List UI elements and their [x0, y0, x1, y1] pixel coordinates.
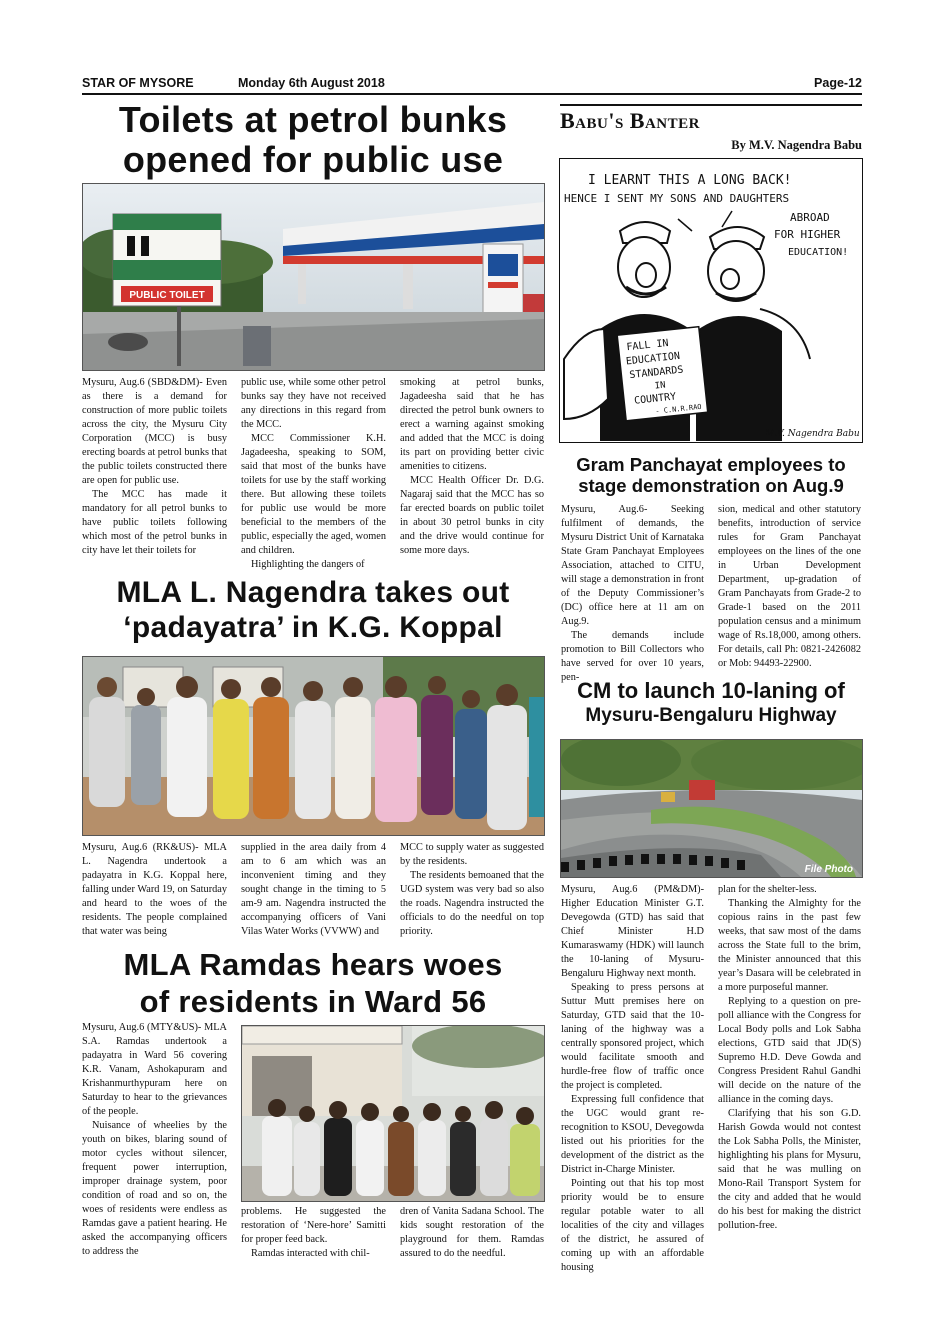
story2-headline-line2: ‘padayatra’ in K.G. Koppal [123, 611, 503, 645]
story4-col1 [561, 503, 704, 685]
story3-col2-para1: problems. He suggested the restoration of ‘Nere-hore’ Samitti for proper feed back. [241, 1206, 386, 1245]
paper-line3: STANDARDS [628, 364, 684, 382]
story5-col1-para3: Expressing full confidence that the UGC would grant re-recognition to KSOU, Devegowda listed out his priorities for the development of the district as the District in-Charge Minister. [561, 1094, 704, 1175]
story5-headline [558, 678, 864, 727]
story4-col1-para1: Mysuru, Aug.6- Seeking fulfilment of demands, the Mysuru District Unit of Karnataka State Gram Panchayat Employees Association, attached to CITU, will stage a demonstration in front of the Deputy Commissioner’s (DC) office here at 11 am on Aug.9. [561, 504, 704, 627]
story1-col2 [241, 376, 386, 572]
highway-photo [561, 740, 862, 877]
story3-col3 [400, 1205, 544, 1261]
story2-photo [82, 656, 545, 836]
story5-col1-para4: Pointing out that his top most priority would be to ensure regular potable water to all localities of the city and villages of the district, he assured of coming up with an affordable housing [561, 1178, 704, 1273]
cartoonist-signature: M.V. Nagendra Babu [765, 429, 860, 439]
story2-col2 [241, 841, 386, 939]
story4-col1-para2: The demands include promotion to Bill Collectors who have served for over 10 years, pen- [561, 630, 704, 683]
cartoon-panel [559, 158, 863, 443]
story5-col2-para1: plan for the shelter-less. [718, 884, 817, 895]
story3-col1-para2: Nuisance of wheelies by the youth on bikes, blaring sound of motor cycles without silencer, frequent power interruption, improper drainage system, poor condition of road and so on, the woes of residents were endless as Ramdas gave a patient hearing. He asked the accompanying officers to address the [82, 1120, 227, 1257]
page-number: Page-12 [814, 76, 862, 90]
story3-col2 [241, 1205, 386, 1261]
story1-col1 [82, 376, 227, 558]
masthead-rule [82, 93, 862, 95]
story4-col2 [718, 503, 861, 671]
story1-col2-para2: MCC Commissioner K.H. Jagadeesha, speaking to SOM, said that most of the bunks have toilets for use by the staff working there. But allowing these toilets for public use would be more beneficial to the members of the public, especially the aged, women and children. [241, 433, 386, 556]
speech-line3: ABROAD [790, 211, 830, 224]
speech-line1: I LEARNT THIS A LONG BACK! [588, 173, 792, 188]
padayatra-photo [83, 657, 544, 835]
ward-visit-photo [242, 1026, 544, 1201]
petrol-bunk-photo [83, 184, 544, 370]
story2-col1-para1: Mysuru, Aug.6 (RK&US)- MLA L. Nagendra undertook a padayatra in K.G. Koppal here, falling under Ward 19, on Saturday and heard to the woes of the residents. The people complained that water was being [82, 842, 227, 937]
story5-headline-line2: Mysuru-Bengaluru Highway [585, 705, 837, 727]
story3-col1-para1: Mysuru, Aug.6 (MTY&US)- MLA S.A. Ramdas undertook a padayatra in Ward 56 covering K.R. Vanam, Ashokapuram and Krishanmurthypuram here on Saturday to hear to the grievances of the people. [82, 1022, 227, 1117]
story4-headline-line2: stage demonstration on Aug.9 [578, 475, 844, 497]
banter-top-rule [560, 104, 862, 106]
story5-col2 [718, 883, 861, 1233]
masthead [82, 74, 862, 94]
story4-col2-para1: sion, medical and other statutory benefits, introduction of service rules for Gram Panchayat employees on the lines of the one in Urban Development Department, up-gradation of Gram Panchayats from Grade-2 to Grade-1 based on the 2011 population census and a minimum wage of Rs.18,000, among others. For details, call Ph: 0821-2426082 or Mob: 94493-22900. [718, 504, 861, 669]
story3-headline-line2: of residents in Ward 56 [139, 984, 487, 1020]
paper-signature: - C.N.R.RAO [654, 402, 702, 416]
story1-col3-para2: MCC Health Officer Dr. D.G. Nagaraj said that the MCC has so far erected boards on public toilet in about 30 petrol bunks in city and the drive would continue for some more days. [400, 475, 544, 556]
story3-col2-para2: Ramdas interacted with chil- [251, 1248, 370, 1259]
paper-line5: COUNTRY [633, 391, 677, 407]
issue-date: Monday 6th August 2018 [238, 76, 385, 90]
story5-col2-para3: Replying to a question on pre-poll alliance with the Congress for Local Body polls and Lok Sabha elections, GTD said that JD(S) Supremo H.D. Deve Gowda and Congress President Rahul Gandhi will decide on the nature of the alliance in the coming days. [718, 996, 861, 1105]
story1-headline-line1: Toilets at petrol bunks [118, 99, 508, 140]
story1-headline-line2: opened for public use [122, 139, 504, 181]
photo-credit: File Photo [804, 864, 853, 875]
story2-col1 [82, 841, 227, 939]
story5-col2-para2: Thanking the Almighty for the copious rains in the past few weeks, that saw most of the dams across the State full to the brim, the Minister announced that this year’s Dasara will be celebrated in a more purposeful manner. [718, 898, 861, 993]
paper-line1: FALL IN [625, 337, 670, 354]
story5-col1-para1: Mysuru, Aug.6 (PM&DM)- Higher Education Minister G.T. Devegowda (GTD) has said that Chief Minister H.D Kumaraswamy (HDK) will launch the 10-laning of Mysuru-Bengaluru Highway next month. [561, 884, 704, 979]
story1-headline [82, 100, 544, 181]
photo-sign-text: PUBLIC TOILET [129, 290, 205, 301]
story5-headline-line1: CM to launch 10-laning of [577, 678, 845, 703]
story3-col1 [82, 1021, 227, 1259]
speech-line5: EDUCATION! [788, 247, 849, 258]
speech-line2: HENCE I SENT MY SONS AND DAUGHTERS [564, 192, 790, 205]
cartoon-drawing [560, 159, 862, 442]
story3-photo [241, 1025, 545, 1202]
story2-col3-para1: MCC to supply water as suggested by the residents. [400, 842, 544, 867]
story3-col3-para1: dren of Vanita Sadana School. The kids sought restoration of the playground for them. Ramdas assured to do the needful. [400, 1206, 544, 1259]
story1-col1-para1: Mysuru, Aug.6 (SBD&DM)- Even as there is a demand for construction of more public toilets across the city, the Mysuru City Corporation (MCC) is busy erecting boards at petrol bunks that the public toilets constructed there are open for public use. [82, 377, 227, 486]
story1-col2-para3: Highlighting the dangers of [251, 559, 365, 570]
story3-headline [82, 946, 544, 1020]
paper-line2: EDUCATION [625, 350, 681, 368]
story2-headline [82, 575, 544, 646]
banter-title: Babu's Banter [560, 108, 700, 133]
story2-col3 [400, 841, 544, 939]
story3-headline-line1: MLA Ramdas hears woes [123, 947, 503, 982]
story4-headline [558, 454, 864, 497]
story1-col3 [400, 376, 544, 558]
story5-photo [560, 739, 863, 878]
story2-col2-para1: supplied in the area daily from 4 am to 6 am which was an inconvenient timing and they sought change in the timing to 5 am-9 am. Nagendra instructed the accompanying officers of Vani Vilas Water Works (VVWW) and [241, 842, 386, 937]
story2-headline-line1: MLA L. Nagendra takes out [116, 576, 510, 609]
story1-col3-para1: smoking at petrol bunks, Jagadeesha said that he has directed the petrol bunk owners to erect a warning against smoking and added that the MCC is doing its part on providing better civic amenities to citizens. [400, 377, 544, 472]
story4-headline-line1: Gram Panchayat employees to [576, 454, 846, 475]
banter-byline: By M.V. Nagendra Babu [731, 138, 862, 152]
speech-line4: FOR HIGHER [774, 228, 841, 241]
story5-col1-para2: Speaking to press persons at Suttur Mutt premises here on Saturday, GTD said that the 10-laning of the highway was a centrally sponsored project, which would facilitate smooth and hurdle-free flow of traffic once the project is completed. [561, 982, 704, 1091]
story5-col1 [561, 883, 704, 1275]
paper-line4: IN [654, 380, 667, 392]
story2-col3-para2: The residents bemoaned that the UGD system was very bad so also the roads. Nagendra instructed the officials to do the needful on top priority. [400, 870, 544, 937]
story1-col2-para1: public use, while some other petrol bunks say they have not received any directions in this regard from the MCC. [241, 377, 386, 430]
story1-photo [82, 183, 545, 371]
story5-col2-para4: Clarifying that his son G.D. Harish Gowda would not contest the Lok Sabha Polls, the Minister, highlighting his plans for Mysuru, said that he was mulling on Mono-Rail Transport System for the city and added that he would do his best for making the district pollution-free. [718, 1108, 861, 1231]
story1-col1-para2: The MCC has made it mandatory for all petrol bunks to have public toilets following which most of the petrol bunks in city have let their toilets for [82, 489, 227, 556]
paper-name: STAR OF MYSORE [82, 76, 194, 90]
